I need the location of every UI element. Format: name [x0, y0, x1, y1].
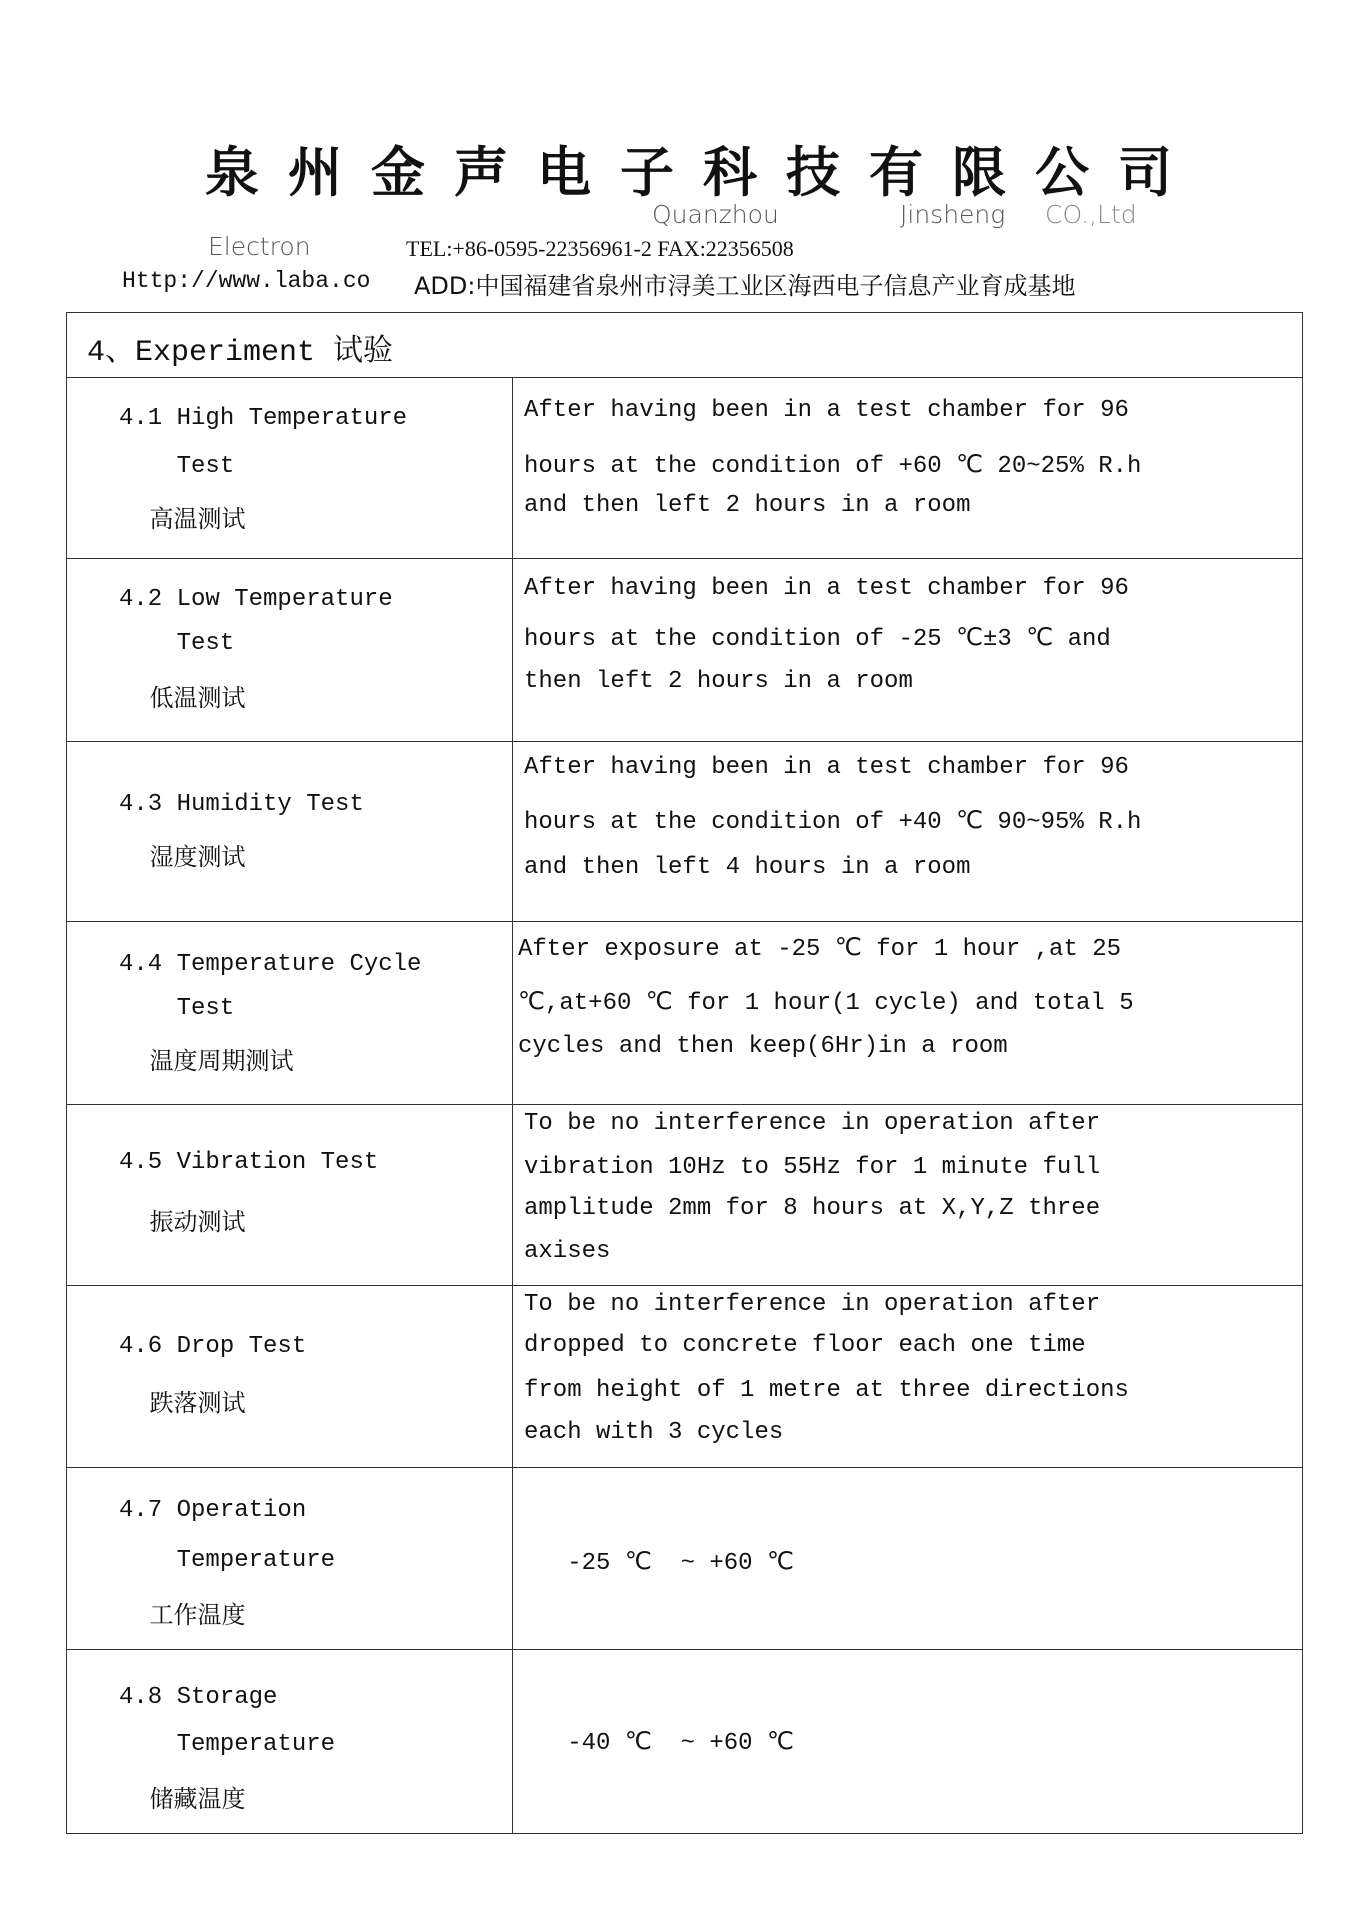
test-name-line: 低温测试 [119, 684, 246, 712]
test-name-line: Test [119, 453, 235, 480]
test-name-line: 4.3 Humidity Test [119, 791, 364, 818]
website-link[interactable]: Http://www.laba.co [122, 268, 371, 294]
test-description-line: To be no interference in operation after [524, 1291, 1101, 1318]
company-en-jinsheng: Jinsheng [900, 200, 1006, 229]
company-en-coltd: CO.,Ltd [1045, 200, 1137, 229]
company-en-electron: Electron [208, 232, 311, 261]
table-row [67, 377, 1302, 558]
test-description-line: each with 3 cycles [524, 1419, 784, 1446]
company-name: 泉州金声电子科技有限公司 [205, 141, 1201, 204]
test-description-line: hours at the condition of +40 ℃ 90~95% R.h [524, 809, 1142, 836]
test-name-line: 高温测试 [119, 505, 246, 533]
test-description-line: After exposure at -25 ℃ for 1 hour ,at 25 [518, 936, 1122, 963]
test-name-line: 4.5 Vibration Test [119, 1149, 379, 1176]
table-row [67, 1285, 1302, 1467]
test-description-line: hours at the condition of +60 ℃ 20~25% R.h [524, 453, 1142, 480]
test-description-line: After having been in a test chamber for 96 [524, 754, 1129, 781]
test-description-line: To be no interference in operation after [524, 1110, 1101, 1137]
test-name-line: Test [119, 995, 235, 1022]
table-row [67, 558, 1302, 741]
test-name-line: Test [119, 630, 235, 657]
table-row [67, 741, 1302, 921]
test-description-line: dropped to concrete floor each one time [524, 1332, 1086, 1359]
test-name-line: Temperature [119, 1731, 336, 1758]
test-description-line: After having been in a test chamber for 96 [524, 397, 1129, 424]
test-name-line: 振动测试 [119, 1208, 246, 1236]
test-name-line: 4.4 Temperature Cycle [119, 951, 422, 978]
test-name-line: 跌落测试 [119, 1389, 246, 1417]
test-description-line: -25 ℃ ~ +60 ℃ [524, 1550, 794, 1577]
test-description-line: -40 ℃ ~ +60 ℃ [524, 1730, 794, 1757]
experiment-table [66, 312, 1303, 1834]
test-name-line: 4.2 Low Temperature [119, 586, 393, 613]
test-name-line: 储藏温度 [119, 1785, 246, 1813]
company-en-quanzhou: Quanzhou [652, 200, 779, 229]
test-name-line: 温度周期测试 [119, 1047, 294, 1075]
test-description-line: and then left 2 hours in a room [524, 492, 971, 519]
test-name-line: 4.6 Drop Test [119, 1333, 307, 1360]
table-row [67, 1649, 1302, 1835]
test-description-line: vibration 10Hz to 55Hz for 1 minute full [524, 1154, 1101, 1181]
contact-phone-fax: TEL:+86-0595-22356961-2 FAX:22356508 [406, 236, 794, 261]
test-description-line: cycles and then keep(6Hr)in a room [518, 1033, 1008, 1060]
test-description-line: hours at the condition of -25 ℃±3 ℃ and [524, 626, 1111, 653]
table-row [67, 921, 1302, 1104]
test-name-line: 4.7 Operation [119, 1497, 307, 1524]
table-row [67, 1467, 1302, 1649]
test-name-line: Temperature [119, 1547, 336, 1574]
test-name-line: 4.8 Storage [119, 1684, 278, 1711]
table-row [67, 1104, 1302, 1285]
test-description-line: amplitude 2mm for 8 hours at X,Y,Z three [524, 1195, 1101, 1222]
company-address: ADD:中国福建省泉州市浔美工业区海西电子信息产业育成基地 [414, 272, 1076, 300]
section-title: 4、Experiment 试验 [87, 336, 394, 370]
test-name-line: 工作温度 [119, 1601, 246, 1629]
test-description-line: ℃,at+60 ℃ for 1 hour(1 cycle) and total 5 [518, 990, 1134, 1017]
test-description-line: then left 2 hours in a room [524, 668, 913, 695]
test-description-line: axises [524, 1238, 611, 1265]
test-name-line: 湿度测试 [119, 843, 246, 871]
test-name-line: 4.1 High Temperature [119, 405, 408, 432]
test-description-line: and then left 4 hours in a room [524, 854, 971, 881]
test-description-line: After having been in a test chamber for 96 [524, 575, 1129, 602]
test-description-line: from height of 1 metre at three directions [524, 1377, 1129, 1404]
